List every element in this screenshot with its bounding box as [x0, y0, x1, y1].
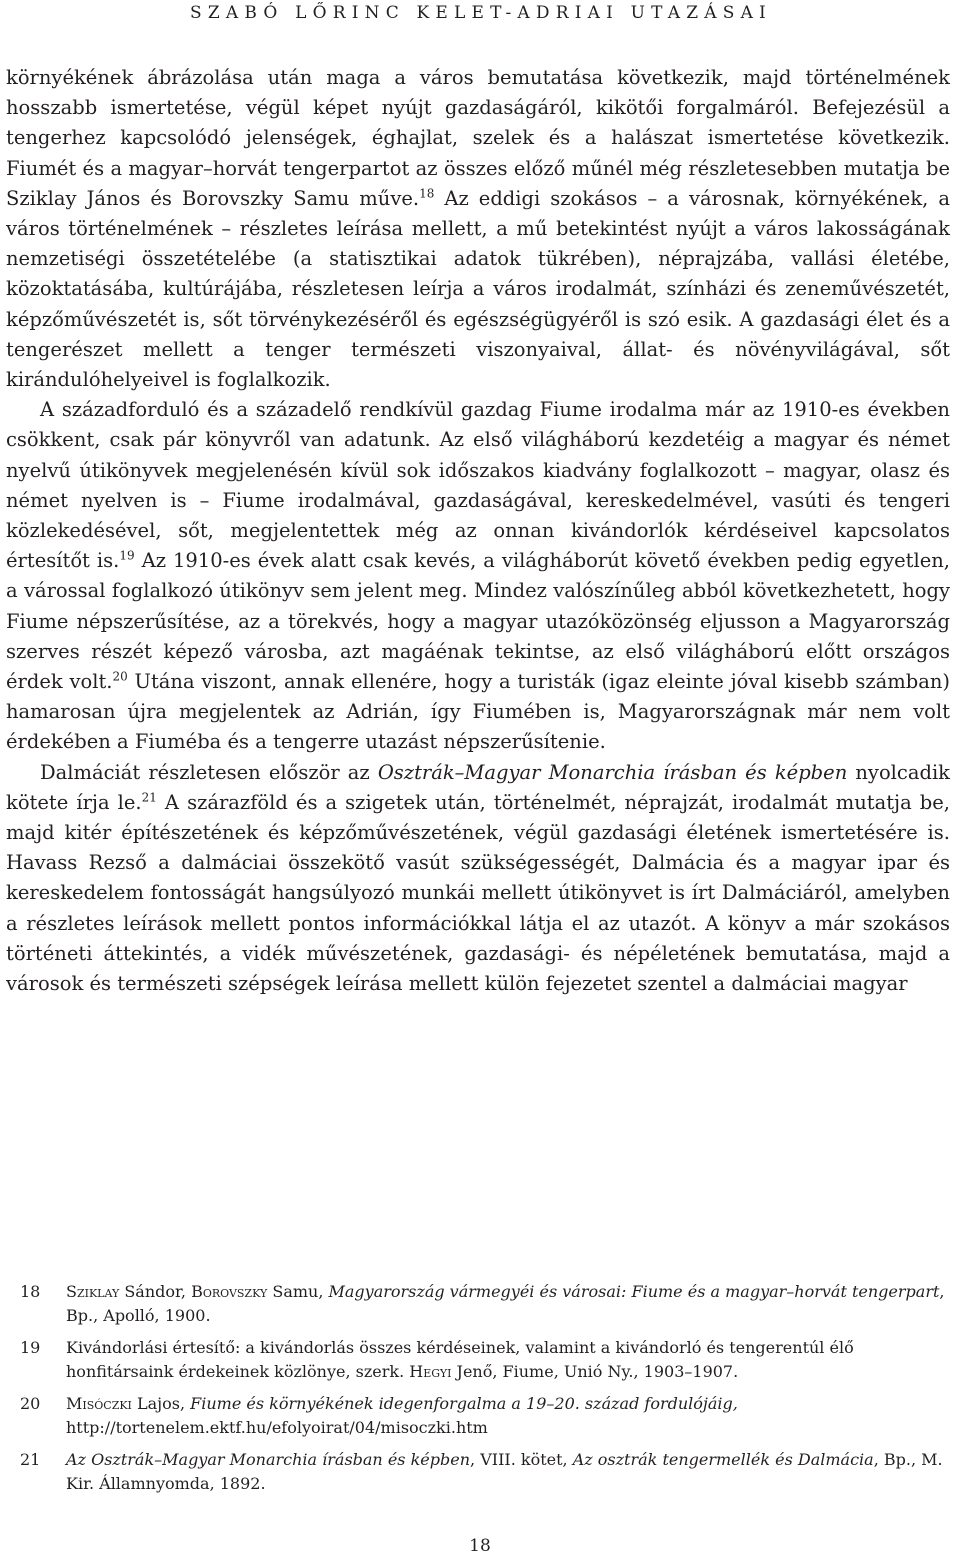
footnote-text: Samu,: [267, 1282, 329, 1301]
author-surname: Borovszky: [191, 1282, 268, 1301]
page-number: 18: [469, 1536, 491, 1556]
footnote-ref-18[interactable]: 18: [419, 186, 435, 201]
footnote-url-link[interactable]: http://tortenelem.ektf.hu/efolyoirat/04/misoczki.htm: [66, 1418, 488, 1437]
footnote-text: Kivándorlási értesítő: a kivándorlás összes kérdéseinek, valamint a kivándorló és tengerentúl élő honfitársaink érdekeinek közlönye, szerk.: [66, 1338, 854, 1381]
footnote-title: Magyarország vármegyéi és városai: Fiume és a magyar–horvát tengerpart: [328, 1282, 940, 1301]
footnote-title: Az Osztrák–Magyar Monarchia írásban és képben: [66, 1450, 471, 1469]
paragraph-text: Az eddigi szokásos – a városnak, környékének, a város történelmének – részletes leírása mellett, a mű betekintést nyújt a város lakosságának nemzetiségi összetételébe (a statisztikai adatok tükrében), néprajzába, vallási életébe, közoktatásába, kultúrájába, részletesen leírja a város irodalmát, színházi és zeneművészetét, képzőművészetét is, sőt törvénykezéséről és egészségügyéről is szó esik. A gazdasági élet és a tengerészet mellett a tenger természeti viszonyaival, állat- és növényvilágával, sőt kirándulóhelyeivel is foglalkozik.: [6, 186, 950, 392]
paragraph-text: Dalmáciát részletesen először az: [40, 760, 378, 784]
footnote-ref-21[interactable]: 21: [141, 790, 157, 805]
footnote-title: Fiume és környékének idegenforgalma a 19–20. század fordulójáig,: [190, 1394, 738, 1413]
footnote-text: Jenő, Fiume, Unió Ny., 1903–1907.: [451, 1362, 739, 1381]
footnote-number: 20: [20, 1394, 41, 1413]
body-text: [6, 63, 950, 999]
paragraph-1: [6, 63, 950, 395]
paragraph-2: [6, 395, 950, 757]
footnote-20: [20, 1392, 950, 1440]
footnote-ref-19[interactable]: 19: [119, 548, 135, 563]
footnote-number: 18: [20, 1282, 41, 1301]
paragraph-text: nyolcadik kötete írja le.: [6, 760, 951, 814]
footnote-text: , Bp., M. Kir. Államnyomda, 1892.: [66, 1450, 943, 1493]
paragraph-3: [6, 758, 950, 1000]
author-surname: Sziklay: [66, 1282, 120, 1301]
author-surname: Hegyi: [409, 1362, 452, 1381]
footnote-18: [20, 1280, 950, 1328]
footnote-text: Lajos,: [131, 1394, 191, 1413]
footnote-number: 21: [20, 1450, 41, 1469]
running-header: SZABÓ LŐRINC KELET-ADRIAI UTAZÁSAI: [190, 3, 772, 23]
footnote-19: [20, 1336, 950, 1384]
paragraph-text: Utána viszont, annak ellenére, hogy a turisták (igaz eleinte jóval kisebb számban) hamarosan újra megjelentek az Adrián, így Fiumében is, Magyarországnak már nem volt érdekében a Fiuméba és a tengerre utazást népszerűsítenie.: [6, 670, 950, 754]
footnote-21: [20, 1448, 950, 1496]
footnote-text: , VIII. kötet,: [470, 1450, 573, 1469]
footnotes: [20, 1280, 950, 1504]
paragraph-text: A századforduló és a századelő rendkívül gazdag Fiume irodalma már az 1910-es években csökkent, csak pár könyvről van adatunk. Az első világháború kezdetéig a magyar és német nyelvű útikönyvek megjelenésén kívül sok időszakos kiadvány foglalkozott – magyar, olasz és német nyelven is – Fiume irodalmával, gazdaságával, kereskedelmével, vasúti és tengeri közlekedésével, sőt, megjelentettek még az onnan kivándorlók kérdéseivel kapcsolatos értesítőt is.: [6, 398, 950, 573]
footnote-ref-20[interactable]: 20: [112, 669, 128, 684]
paragraph-text: környékének ábrázolása után maga a város bemutatása következik, majd történelmének hosszabb ismertetése, végül képet nyújt gazdaságáról, kikötői forgalmáról. Befejezésül a tengerhez kapcsolódó jelenségek, éghajlat, szelek és a halászat ismertetése következik. Fiumét és a magyar–horvát tengerpartot az összes előző műnél még részletesebben mutatja be Sziklay János és Borovszky Samu műve.: [6, 66, 950, 210]
footnote-text: , Bp., Apolló, 1900.: [66, 1282, 945, 1325]
footnote-text: Sándor,: [119, 1282, 192, 1301]
author-surname: Misóczki: [66, 1394, 132, 1413]
footnote-number: 19: [20, 1338, 41, 1357]
book-title: Osztrák–Magyar Monarchia írásban és képben: [377, 760, 848, 784]
footnote-title: Az osztrák tengermellék és Dalmácia: [572, 1450, 874, 1469]
paragraph-text: A szárazföld és a szigetek után, történelmét, néprajzát, irodalmát mutatja be, majd kitér építészetének és képzőművészetének, végül gazdasági életének ismertetésére is. Havass Rezső a dalmáciai összekötő vasút szükségességét, Dalmácia és a magyar ipar és kereskedelem fontosságát hangsúlyozó munkái mellett útikönyvet is írt Dalmáciáról, amelyben a részletes leírások mellett pontos információkkal látja el az utazót. A könyv a már szokásos történeti áttekintés, a vidék művészetének, gazdasági- és népéletének bemutatása, majd a városok és természeti szépségek leírása mellett külön fejezetet szentel a dalmáciai magyar: [6, 790, 950, 996]
paragraph-text: Az 1910-es évek alatt csak kevés, a világháborút követő években pedig egyetlen, a várossal foglalkozó útikönyv sem jelent meg. Mindez valószínűleg abból következhetett, hogy Fiume népszerűsítése, az a törekvés, hogy a magyar utazóközönség eljusson a Magyarország szerves részét képező városba, azt magáénak tekintse, az első világháború előtt országos érdek volt.: [6, 549, 950, 694]
